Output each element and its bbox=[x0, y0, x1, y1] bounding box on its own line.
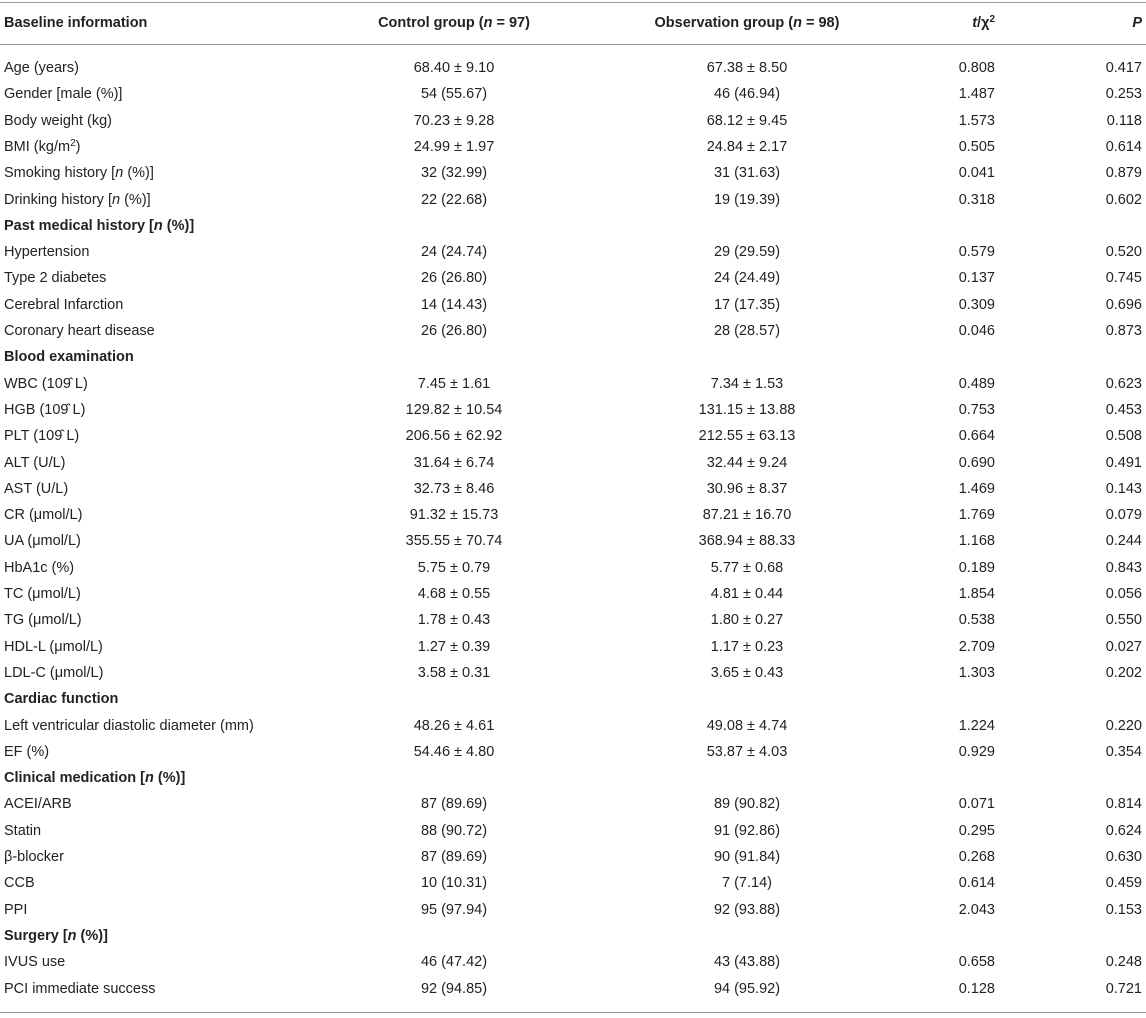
control-value: 3.58 ± 0.31 bbox=[417, 665, 491, 681]
observation-value: 43 (43.88) bbox=[713, 954, 781, 970]
row-label: HDL-L (μmol/L) bbox=[4, 639, 103, 655]
table-row bbox=[0, 739, 1146, 765]
section-header-row bbox=[0, 686, 1146, 712]
observation-value: 368.94 ± 88.33 bbox=[698, 533, 796, 549]
p-value: 0.220 bbox=[1105, 718, 1142, 734]
observation-value: 94 (95.92) bbox=[713, 981, 781, 997]
statistic-value: 1.769 bbox=[958, 507, 995, 523]
observation-value: 67.38 ± 8.50 bbox=[706, 60, 788, 76]
row-label: Drinking history [n (%)] bbox=[4, 192, 151, 208]
table-row bbox=[0, 791, 1146, 817]
p-value: 0.614 bbox=[1105, 139, 1142, 155]
row-label: Type 2 diabetes bbox=[4, 270, 107, 286]
statistic-value: 0.664 bbox=[958, 428, 995, 444]
table-row bbox=[0, 134, 1146, 160]
observation-value: 32.44 ± 9.24 bbox=[706, 455, 788, 471]
table-row bbox=[0, 239, 1146, 265]
table-row bbox=[0, 476, 1146, 502]
section-label: Past medical history [n (%)] bbox=[4, 218, 195, 234]
control-value: 48.26 ± 4.61 bbox=[413, 718, 495, 734]
row-label: IVUS use bbox=[4, 954, 66, 970]
p-value: 0.248 bbox=[1105, 954, 1142, 970]
header-statistic: $t/\chi^2$ bbox=[972, 14, 995, 31]
statistic-value: 0.128 bbox=[958, 981, 995, 997]
control-value: 7.45 ± 1.61 bbox=[417, 376, 491, 392]
statistic-value: 2.043 bbox=[958, 902, 995, 918]
statistic-value: 0.808 bbox=[958, 60, 995, 76]
control-value: 68.40 ± 9.10 bbox=[413, 60, 495, 76]
observation-value: 5.77 ± 0.68 bbox=[710, 560, 784, 576]
section-header-row bbox=[0, 923, 1146, 949]
control-value: 46 (47.42) bbox=[420, 954, 488, 970]
control-value: 24.99 ± 1.97 bbox=[413, 139, 495, 155]
p-value: 0.550 bbox=[1105, 612, 1142, 628]
statistic-value: 1.469 bbox=[958, 481, 995, 497]
table-row bbox=[0, 713, 1146, 739]
control-value: 32 (32.99) bbox=[420, 165, 488, 181]
statistic-value: 0.318 bbox=[958, 192, 995, 208]
observation-value: 28 (28.57) bbox=[713, 323, 781, 339]
statistic-value: 0.046 bbox=[958, 323, 995, 339]
row-label: BMI $(kg/m^2)$ bbox=[4, 138, 81, 155]
table-row bbox=[0, 949, 1146, 975]
table-row bbox=[0, 844, 1146, 870]
observation-value: 30.96 ± 8.37 bbox=[706, 481, 788, 497]
row-label: Cerebral Infarction bbox=[4, 297, 124, 313]
control-value: 5.75 ± 0.79 bbox=[417, 560, 491, 576]
table-row bbox=[0, 870, 1146, 896]
table-row bbox=[0, 607, 1146, 633]
row-label: WBC (109̂ L) bbox=[4, 376, 88, 392]
row-label: β-blocker bbox=[4, 849, 64, 865]
observation-value: 131.15 ± 13.88 bbox=[698, 402, 796, 418]
p-value: 0.143 bbox=[1105, 481, 1142, 497]
row-label: TC (μmol/L) bbox=[4, 586, 81, 602]
control-value: 87 (89.69) bbox=[420, 849, 488, 865]
statistic-value: 0.189 bbox=[958, 560, 995, 576]
section-header-row bbox=[0, 765, 1146, 791]
observation-value: 89 (90.82) bbox=[713, 796, 781, 812]
observation-value: 24.84 ± 2.17 bbox=[706, 139, 788, 155]
table-row bbox=[0, 502, 1146, 528]
row-label: Hypertension bbox=[4, 244, 90, 260]
row-label: PPI bbox=[4, 902, 28, 918]
statistic-value: 0.753 bbox=[958, 402, 995, 418]
observation-value: 46 (46.94) bbox=[713, 86, 781, 102]
statistic-value: 1.168 bbox=[958, 533, 995, 549]
p-value: 0.056 bbox=[1105, 586, 1142, 602]
control-value: 1.27 ± 0.39 bbox=[417, 639, 491, 655]
p-value: 0.814 bbox=[1105, 796, 1142, 812]
p-value: 0.244 bbox=[1105, 533, 1142, 549]
table-row bbox=[0, 450, 1146, 476]
statistic-value: 0.295 bbox=[958, 823, 995, 839]
table-header bbox=[0, 2, 1146, 44]
row-label: Gender [male (%)] bbox=[4, 86, 123, 102]
observation-value: 212.55 ± 63.13 bbox=[698, 428, 796, 444]
statistic-value: 0.579 bbox=[958, 244, 995, 260]
statistic-value: 0.309 bbox=[958, 297, 995, 313]
p-value: 0.624 bbox=[1105, 823, 1142, 839]
row-label: ALT (U/L) bbox=[4, 455, 66, 471]
statistic-value: 0.268 bbox=[958, 849, 995, 865]
row-label: Statin bbox=[4, 823, 42, 839]
p-value: 0.602 bbox=[1105, 192, 1142, 208]
p-value: 0.630 bbox=[1105, 849, 1142, 865]
table-row bbox=[0, 634, 1146, 660]
section-header-row bbox=[0, 213, 1146, 239]
header-control: Control group (n = 97) bbox=[378, 15, 530, 31]
observation-value: 90 (91.84) bbox=[713, 849, 781, 865]
p-value: 0.079 bbox=[1105, 507, 1142, 523]
row-label: Coronary heart disease bbox=[4, 323, 155, 339]
row-label: PCI immediate success bbox=[4, 981, 156, 997]
p-value: 0.623 bbox=[1105, 376, 1142, 392]
table-row bbox=[0, 318, 1146, 344]
observation-value: 31 (31.63) bbox=[713, 165, 781, 181]
control-value: 26 (26.80) bbox=[420, 270, 488, 286]
row-label: EF (%) bbox=[4, 744, 50, 760]
header-rule bbox=[0, 44, 1146, 45]
control-value: 355.55 ± 70.74 bbox=[405, 533, 503, 549]
observation-value: 3.65 ± 0.43 bbox=[710, 665, 784, 681]
control-value: 26 (26.80) bbox=[420, 323, 488, 339]
statistic-value: 0.614 bbox=[958, 875, 995, 891]
control-value: 87 (89.69) bbox=[420, 796, 488, 812]
observation-value: 19 (19.39) bbox=[713, 192, 781, 208]
row-label: ACEI/ARB bbox=[4, 796, 72, 812]
control-value: 4.68 ± 0.55 bbox=[417, 586, 491, 602]
observation-value: 68.12 ± 9.45 bbox=[706, 113, 788, 129]
observation-value: 1.17 ± 0.23 bbox=[710, 639, 784, 655]
statistic-value: 0.489 bbox=[958, 376, 995, 392]
bottom-rule bbox=[0, 1012, 1146, 1013]
observation-value: 49.08 ± 4.74 bbox=[706, 718, 788, 734]
table-row bbox=[0, 581, 1146, 607]
statistic-value: 2.709 bbox=[958, 639, 995, 655]
row-label: HGB (109̂ L) bbox=[4, 402, 86, 418]
table-row bbox=[0, 897, 1146, 923]
row-label: LDL-C (μmol/L) bbox=[4, 665, 104, 681]
row-label: Age (years) bbox=[4, 60, 79, 76]
row-label: Left ventricular diastolic diameter (mm) bbox=[4, 718, 254, 734]
row-label: UA (μmol/L) bbox=[4, 533, 81, 549]
table-row bbox=[0, 660, 1146, 686]
observation-value: 91 (92.86) bbox=[713, 823, 781, 839]
p-value: 0.721 bbox=[1105, 981, 1142, 997]
observation-value: 17 (17.35) bbox=[713, 297, 781, 313]
section-header-row bbox=[0, 344, 1146, 370]
statistic-value: 1.224 bbox=[958, 718, 995, 734]
control-value: 70.23 ± 9.28 bbox=[413, 113, 495, 129]
p-value: 0.879 bbox=[1105, 165, 1142, 181]
p-value: 0.696 bbox=[1105, 297, 1142, 313]
table-row bbox=[0, 55, 1146, 81]
p-value: 0.508 bbox=[1105, 428, 1142, 444]
p-value: 0.153 bbox=[1105, 902, 1142, 918]
observation-value: 87.21 ± 16.70 bbox=[702, 507, 792, 523]
row-label: HbA1c (%) bbox=[4, 560, 75, 576]
header-observation: Observation group (n = 98) bbox=[654, 15, 840, 31]
statistic-value: 0.690 bbox=[958, 455, 995, 471]
statistic-value: 0.041 bbox=[958, 165, 995, 181]
p-value: 0.459 bbox=[1105, 875, 1142, 891]
table-row bbox=[0, 976, 1146, 1002]
statistic-value: 0.137 bbox=[958, 270, 995, 286]
header-p-value: P bbox=[1132, 15, 1142, 31]
statistic-value: 1.487 bbox=[958, 86, 995, 102]
statistic-value: 1.854 bbox=[958, 586, 995, 602]
observation-value: 53.87 ± 4.03 bbox=[706, 744, 788, 760]
control-value: 95 (97.94) bbox=[420, 902, 488, 918]
statistic-value: 0.538 bbox=[958, 612, 995, 628]
row-label: CCB bbox=[4, 875, 35, 891]
table-row bbox=[0, 81, 1146, 107]
control-value: 54 (55.67) bbox=[420, 86, 488, 102]
row-label: CR (μmol/L) bbox=[4, 507, 83, 523]
observation-value: 4.81 ± 0.44 bbox=[710, 586, 784, 602]
section-label: Clinical medication [n (%)] bbox=[4, 770, 186, 786]
table-row bbox=[0, 555, 1146, 581]
header-baseline: Baseline information bbox=[4, 15, 148, 31]
row-label: AST (U/L) bbox=[4, 481, 69, 497]
table-row bbox=[0, 265, 1146, 291]
row-label: TG (μmol/L) bbox=[4, 612, 82, 628]
control-value: 91.32 ± 15.73 bbox=[409, 507, 499, 523]
control-value: 206.56 ± 62.92 bbox=[405, 428, 503, 444]
table-row bbox=[0, 528, 1146, 554]
table-row bbox=[0, 423, 1146, 449]
table-row bbox=[0, 160, 1146, 186]
table-row bbox=[0, 371, 1146, 397]
control-value: 22 (22.68) bbox=[420, 192, 488, 208]
observation-value: 92 (93.88) bbox=[713, 902, 781, 918]
p-value: 0.417 bbox=[1105, 60, 1142, 76]
table-row bbox=[0, 187, 1146, 213]
observation-value: 1.80 ± 0.27 bbox=[710, 612, 784, 628]
statistic-value: 0.505 bbox=[958, 139, 995, 155]
observation-value: 24 (24.49) bbox=[713, 270, 781, 286]
statistic-value: 0.658 bbox=[958, 954, 995, 970]
control-value: 10 (10.31) bbox=[420, 875, 488, 891]
p-value: 0.843 bbox=[1105, 560, 1142, 576]
p-value: 0.491 bbox=[1105, 455, 1142, 471]
table-row bbox=[0, 397, 1146, 423]
section-label: Cardiac function bbox=[4, 691, 119, 707]
control-value: 1.78 ± 0.43 bbox=[417, 612, 491, 628]
p-value: 0.873 bbox=[1105, 323, 1142, 339]
row-label: Body weight (kg) bbox=[4, 113, 112, 129]
statistic-value: 0.071 bbox=[958, 796, 995, 812]
row-label: Smoking history [n (%)] bbox=[4, 165, 154, 181]
table-row bbox=[0, 818, 1146, 844]
p-value: 0.202 bbox=[1105, 665, 1142, 681]
statistic-value: 0.929 bbox=[958, 744, 995, 760]
control-value: 32.73 ± 8.46 bbox=[413, 481, 495, 497]
statistic-value: 1.573 bbox=[958, 113, 995, 129]
control-value: 88 (90.72) bbox=[420, 823, 488, 839]
control-value: 31.64 ± 6.74 bbox=[413, 455, 495, 471]
table-row bbox=[0, 292, 1146, 318]
observation-value: 7 (7.14) bbox=[722, 875, 772, 891]
table-row bbox=[0, 108, 1146, 134]
p-value: 0.354 bbox=[1105, 744, 1142, 760]
control-value: 54.46 ± 4.80 bbox=[413, 744, 495, 760]
control-value: 92 (94.85) bbox=[420, 981, 488, 997]
p-value: 0.027 bbox=[1105, 639, 1142, 655]
control-value: 24 (24.74) bbox=[420, 244, 488, 260]
p-value: 0.520 bbox=[1105, 244, 1142, 260]
row-label: PLT (109̂ L) bbox=[4, 428, 80, 444]
statistic-value: 1.303 bbox=[958, 665, 995, 681]
section-label: Surgery [n (%)] bbox=[4, 928, 108, 944]
section-label: Blood examination bbox=[4, 349, 134, 365]
control-value: 14 (14.43) bbox=[420, 297, 488, 313]
control-value: 129.82 ± 10.54 bbox=[405, 402, 503, 418]
p-value: 0.453 bbox=[1105, 402, 1142, 418]
p-value: 0.118 bbox=[1106, 113, 1142, 129]
observation-value: 7.34 ± 1.53 bbox=[710, 376, 784, 392]
observation-value: 29 (29.59) bbox=[713, 244, 781, 260]
p-value: 0.745 bbox=[1105, 270, 1142, 286]
p-value: 0.253 bbox=[1105, 86, 1142, 102]
